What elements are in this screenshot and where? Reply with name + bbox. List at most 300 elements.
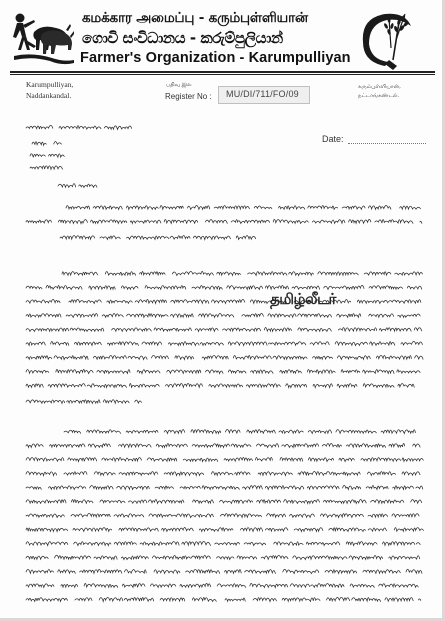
handwritten-word: [337, 314, 361, 318]
handwritten-word: [149, 514, 181, 517]
handwritten-word: [416, 543, 420, 545]
handwritten-word: [55, 555, 91, 559]
handwritten-word: [97, 370, 130, 374]
handwritten-word: [331, 472, 360, 475]
handwritten-word: [135, 400, 142, 403]
handwritten-word: [415, 356, 424, 360]
handwritten-word: [64, 430, 81, 433]
handwritten-word: [74, 542, 111, 546]
handwritten-word: [46, 285, 82, 289]
handwritten-word: [402, 458, 423, 461]
handwritten-word: [26, 528, 68, 532]
handwritten-word: [223, 328, 261, 331]
handwritten-word: [379, 328, 411, 331]
handwritten-word: [30, 166, 63, 169]
handwritten-word: [147, 458, 177, 461]
handwritten-word: [58, 570, 76, 574]
handwritten-word: [26, 400, 65, 404]
handwritten-word: [244, 542, 266, 545]
handwritten-word: [66, 206, 90, 210]
handwritten-word: [298, 328, 332, 331]
handwritten-word: [160, 206, 183, 210]
handwritten-word: [119, 472, 158, 476]
handwritten-word: [389, 444, 405, 447]
handwritten-word: [255, 457, 272, 460]
handwritten-word: [398, 314, 421, 317]
handwritten-word: [192, 444, 229, 448]
handwritten-word: [209, 384, 243, 388]
address-english-line1: Karumpulliyan,: [26, 80, 74, 89]
handwritten-word: [273, 356, 307, 359]
handwritten-word: [254, 206, 272, 209]
handwritten-word: [401, 341, 423, 345]
handwritten-word: [397, 370, 420, 373]
handwritten-word: [393, 486, 414, 490]
handwritten-word: [336, 430, 377, 434]
handwritten-word: [183, 458, 218, 461]
handwritten-word: [84, 583, 118, 587]
handwritten-word: [130, 220, 161, 223]
address-tamil-line1: கரும்புள்ளியான்,: [358, 84, 401, 90]
handwritten-word: [323, 500, 366, 504]
handwritten-word: [217, 584, 246, 588]
handwritten-word: [413, 444, 420, 447]
handwritten-word: [150, 584, 175, 588]
handwritten-word: [127, 314, 169, 318]
handwritten-word: [67, 400, 100, 404]
handwritten-word: [188, 206, 210, 210]
handwritten-word: [383, 542, 415, 546]
handwritten-word: [273, 219, 308, 223]
handwritten-word: [192, 598, 216, 602]
handwritten-word: [195, 328, 218, 331]
handwritten-word: [30, 154, 45, 157]
handwritten-word: [349, 555, 383, 559]
handwritten-word: [258, 472, 292, 476]
handwritten-word: [114, 542, 136, 545]
handwritten-word: [64, 472, 87, 476]
handwritten-word: [170, 235, 190, 239]
handwritten-word: [225, 429, 240, 433]
handwritten-word: [256, 444, 278, 448]
register-label-tamil: பதிவு இல: [166, 82, 192, 88]
handwritten-word: [279, 430, 303, 433]
handwritten-word: [145, 286, 186, 290]
handwritten-word: [364, 272, 391, 275]
handwritten-word: [280, 370, 302, 374]
handwritten-word: [104, 126, 131, 129]
handwritten-word: [346, 542, 377, 546]
handwritten-word: [107, 300, 133, 304]
handwritten-word: [242, 313, 264, 317]
handwritten-word: [381, 430, 415, 434]
handwritten-word: [169, 342, 200, 346]
handwritten-word: [352, 598, 381, 602]
handwritten-word: [26, 314, 61, 317]
handwritten-word: [268, 314, 296, 318]
handwritten-word: [75, 598, 92, 601]
handwritten-word: [420, 221, 422, 223]
handwritten-word: [199, 528, 233, 532]
handwritten-word: [376, 356, 411, 360]
handwritten-word: [32, 142, 46, 146]
handwritten-word: [265, 286, 288, 290]
handwritten-word: [335, 342, 367, 346]
handwritten-word: [293, 556, 326, 560]
handwritten-word: [363, 384, 394, 388]
handwritten-word: [416, 486, 423, 489]
handwritten-word: [311, 584, 344, 588]
handwritten-word: [128, 500, 147, 503]
handwritten-word: [394, 528, 423, 532]
handwritten-word: [164, 220, 198, 224]
handwritten-word: [156, 444, 187, 448]
handwritten-word: [26, 125, 53, 129]
handwritten-word: [172, 271, 213, 275]
handwritten-word: [48, 486, 85, 490]
handwritten-word: [26, 286, 42, 289]
handwritten-word: [361, 458, 401, 462]
handwritten-word: [26, 500, 66, 504]
handwritten-word: [126, 430, 158, 433]
handwritten-word: [26, 328, 69, 331]
handwritten-word: [128, 356, 147, 359]
handwritten-word: [119, 528, 158, 531]
handwritten-word: [371, 500, 404, 503]
handwritten-word: [253, 598, 276, 602]
handwritten-word: [91, 220, 127, 224]
handwritten-word: [312, 220, 345, 224]
handwritten-word: [26, 542, 68, 546]
handwritten-word: [167, 370, 201, 373]
handwritten-word: [268, 342, 305, 346]
handwritten-word: [171, 300, 209, 304]
handwritten-word: [151, 356, 168, 359]
handwritten-word: [398, 384, 414, 388]
handwritten-word: [71, 513, 110, 517]
handwritten-word: [26, 458, 64, 462]
handwritten-word: [186, 570, 220, 574]
handwritten-word: [261, 556, 288, 560]
handwritten-word: [74, 342, 101, 345]
handwritten-word: [341, 370, 360, 374]
handwritten-word: [62, 272, 98, 276]
handwritten-word: [202, 355, 228, 359]
handwritten-word: [363, 370, 394, 374]
handwritten-word: [368, 528, 386, 531]
handwritten-word: [225, 570, 242, 574]
handwritten-word: [124, 597, 154, 601]
handwritten-word: [59, 126, 101, 129]
handwritten-word: [180, 486, 200, 489]
handwritten-word: [51, 341, 69, 345]
handwritten-word: [140, 272, 166, 276]
handwritten-word: [370, 342, 395, 346]
handwritten-word: [217, 272, 241, 275]
handwritten-word: [282, 598, 320, 602]
handwritten-word: [93, 355, 126, 359]
handwritten-word: [112, 328, 152, 331]
handwritten-word: [298, 314, 332, 318]
handwritten-word: [211, 299, 244, 303]
handwritten-word: [90, 486, 114, 490]
handwritten-word: [154, 328, 191, 331]
handwritten-word: [322, 443, 341, 447]
handwritten-word: [233, 355, 271, 359]
handwritten-word: [199, 314, 234, 318]
handwritten-word: [205, 220, 227, 224]
handwritten-word: [324, 285, 364, 289]
handwritten-word: [180, 583, 211, 587]
handwritten-word: [66, 314, 98, 318]
handwritten-word: [73, 528, 112, 532]
handwritten-word: [389, 556, 420, 560]
handwritten-word: [124, 570, 146, 573]
watermark-text: தமிழ்லீடர்: [270, 290, 336, 308]
handwritten-word: [289, 272, 314, 276]
handwritten-word: [126, 206, 158, 210]
handwritten-word: [121, 286, 138, 289]
handwritten-word: [414, 328, 422, 331]
handwritten-word: [274, 542, 303, 545]
handwritten-word: [129, 384, 159, 388]
handwritten-word: [392, 514, 419, 517]
handwritten-word: [137, 370, 160, 374]
handwritten-word: [367, 472, 395, 476]
handwritten-word: [26, 356, 52, 360]
handwritten-word: [368, 514, 388, 517]
handwritten-word: [58, 220, 87, 224]
handwritten-word: [247, 430, 275, 434]
handwritten-word: [313, 356, 333, 359]
handwritten-word: [411, 500, 422, 504]
handwritten-word: [349, 219, 371, 223]
handwritten-word: [202, 486, 239, 490]
handwritten-word: [160, 598, 185, 601]
handwritten-word: [395, 272, 423, 275]
handwritten-word: [346, 444, 385, 448]
handwritten-word: [26, 514, 64, 517]
handwritten-word: [292, 286, 320, 289]
handwritten-word: [79, 184, 97, 187]
handwritten-word: [148, 500, 184, 504]
handwritten-word: [102, 458, 142, 462]
handwritten-word: [88, 444, 110, 448]
handwritten-word: [309, 458, 334, 462]
handwritten-word: [366, 486, 388, 490]
handwritten-word: [290, 514, 315, 517]
handwritten-word: [142, 342, 162, 345]
handwritten-word: [119, 444, 152, 447]
handwritten-word: [205, 370, 223, 374]
handwritten-word: [26, 584, 54, 588]
handwritten-word: [220, 500, 253, 503]
handwritten-word: [228, 342, 267, 346]
handwritten-word: [329, 528, 366, 532]
handwritten-word: [87, 430, 121, 434]
register-label-english: Register No :: [165, 92, 212, 101]
handwritten-word: [243, 486, 263, 490]
handwritten-word: [49, 154, 65, 157]
handwritten-word: [26, 487, 41, 490]
handwritten-word: [100, 500, 125, 503]
handwritten-word: [313, 384, 333, 388]
handwritten-word: [165, 383, 202, 387]
handwritten-word: [99, 597, 123, 601]
handwritten-word: [54, 142, 62, 145]
handwritten-word: [235, 472, 250, 476]
handwritten-word: [326, 556, 347, 559]
handwritten-word: [357, 300, 387, 303]
handwritten-word: [237, 556, 257, 559]
handwritten-word: [363, 570, 400, 574]
handwritten-word: [61, 584, 78, 587]
handwritten-word: [400, 206, 421, 209]
handwritten-word: [407, 286, 422, 289]
handwritten-word: [406, 569, 422, 573]
handwritten-word: [191, 430, 221, 434]
handwritten-word: [338, 328, 376, 332]
handwritten-word: [231, 220, 270, 224]
handwritten-word: [175, 356, 194, 360]
handwritten-word: [154, 570, 180, 574]
handwritten-word: [26, 444, 43, 448]
handwritten-word: [379, 584, 419, 587]
handwritten-word: [164, 472, 204, 476]
handwritten-word: [267, 514, 286, 518]
org-name-sinhala: ගොවි සංවිධානය - කරුම්පුලියාන්: [82, 29, 283, 47]
handwritten-word: [236, 236, 256, 240]
handwritten-word: [280, 458, 303, 462]
handwritten-word: [200, 342, 223, 345]
handwritten-word: [290, 584, 309, 587]
handwritten-word: [220, 514, 261, 518]
handwritten-word: [217, 557, 235, 560]
handwritten-word: [308, 430, 331, 434]
handwritten-word: [140, 542, 179, 546]
handwritten-word: [264, 328, 291, 332]
handwritten-word: [193, 236, 230, 239]
handwritten-word: [339, 458, 355, 461]
handwritten-word: [103, 400, 129, 404]
handwritten-word: [162, 527, 194, 531]
handwritten-word: [117, 486, 150, 489]
handwritten-word: [121, 556, 148, 560]
handwritten-word: [60, 236, 95, 240]
handwritten-word: [306, 542, 340, 546]
handwritten-word: [87, 384, 126, 388]
handwritten-word: [94, 556, 117, 559]
handwritten-word: [418, 599, 421, 601]
register-number: MU/DI/711/FO/09: [226, 89, 299, 99]
handwritten-word: [308, 206, 338, 210]
address-english-line2: Naddankandal.: [26, 91, 72, 100]
handwritten-word: [250, 583, 288, 587]
handwritten-word: [192, 286, 222, 290]
handwritten-word: [265, 486, 304, 490]
handwritten-word: [257, 500, 281, 503]
handwritten-word: [171, 314, 194, 318]
handwritten-word: [26, 384, 43, 388]
handwritten-word: [294, 528, 323, 532]
handwritten-word: [211, 472, 233, 476]
handwritten-word: [50, 444, 85, 447]
handwritten-word: [224, 457, 253, 461]
handwritten-word: [327, 598, 350, 601]
handwritten-word: [342, 206, 365, 209]
handwritten-word: [181, 514, 213, 518]
handwritten-word: [310, 342, 329, 345]
handwritten-word: [80, 569, 122, 573]
handwritten-word: [94, 472, 115, 475]
handwritten-word: [318, 272, 359, 276]
handwritten-word: [279, 206, 305, 209]
handwritten-word: [350, 584, 374, 587]
handwritten-word: [215, 542, 240, 545]
handwritten-word: [402, 472, 420, 476]
handwritten-word: [240, 528, 262, 532]
handwritten-word: [368, 205, 391, 209]
handwritten-word: [298, 472, 330, 476]
handwritten-word: [231, 444, 251, 447]
handwritten-word: [307, 486, 339, 489]
handwritten-word: [248, 272, 287, 276]
handwritten-word: [164, 430, 185, 434]
handwritten-word: [343, 485, 361, 489]
handwritten-word: [26, 556, 48, 559]
handwritten-word: [228, 370, 246, 373]
handwritten-word: [114, 514, 144, 517]
handwritten-word: [26, 370, 49, 374]
handwritten-word: [102, 314, 123, 318]
handwritten-word: [68, 458, 97, 462]
handwritten-word: [369, 286, 403, 289]
handwritten-word: [286, 384, 307, 388]
handwritten-word: [105, 272, 135, 276]
handwritten-word: [182, 542, 211, 546]
handwritten-word: [48, 384, 85, 388]
handwritten-word: [56, 369, 93, 373]
handwritten-word: [93, 206, 122, 210]
handwritten-word: [58, 184, 76, 188]
handwritten-word: [375, 220, 413, 224]
handwritten-word: [26, 598, 68, 602]
handwritten-word: [26, 570, 54, 574]
handwritten-word: [337, 356, 370, 360]
handwritten-word: [100, 236, 120, 240]
handwritten-word: [89, 286, 115, 290]
handwritten-word: [135, 300, 166, 304]
handwritten-word: [246, 384, 280, 388]
handwritten-word: [225, 598, 245, 601]
handwritten-word: [282, 444, 319, 448]
handwritten-word: [320, 514, 363, 518]
handwritten-word: [127, 236, 169, 239]
handwritten-word: [227, 286, 263, 290]
handwritten-word: [385, 598, 413, 602]
handwritten-word: [369, 314, 394, 317]
handwritten-word: [325, 570, 357, 574]
date-label: Date:: [322, 134, 344, 144]
handwritten-word: [72, 500, 94, 504]
handwritten-word: [265, 528, 288, 531]
org-name-tamil: கமக்கார அமைப்பு - கரும்புள்ளியான்: [82, 10, 308, 26]
handwritten-word: [193, 500, 214, 503]
handwritten-word: [26, 299, 60, 303]
org-name-english: Farmer's Organization - Karumpulliyan: [80, 50, 351, 66]
handwritten-word: [54, 356, 88, 360]
handwritten-word: [69, 299, 102, 303]
